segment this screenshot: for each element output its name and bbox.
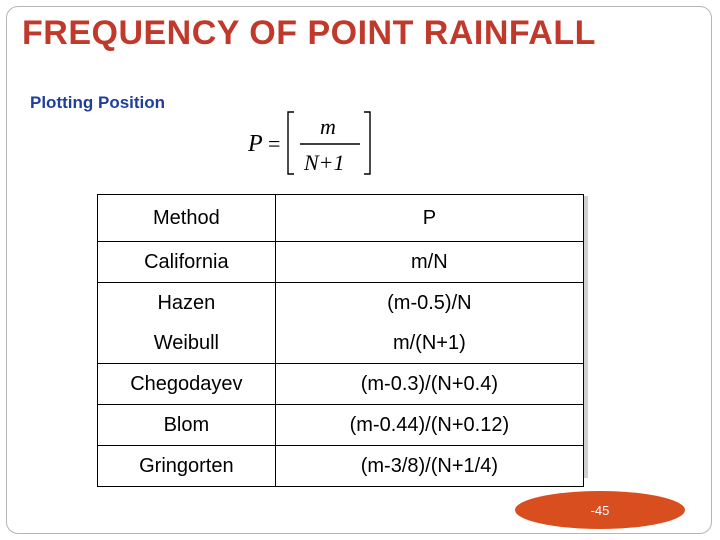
table-row xyxy=(98,446,584,487)
page-number: -45 xyxy=(590,503,610,518)
formula-cell: (m-0.5)/N xyxy=(275,283,583,324)
method-cell: Blom xyxy=(98,405,276,446)
formula-cell: m/(N+1) xyxy=(275,323,583,364)
plotting-position-formula xyxy=(248,108,388,178)
slide-title: FREQUENCY OF POINT RAINFALL xyxy=(22,14,596,52)
slide-subtitle: Plotting Position xyxy=(30,93,166,112)
table-row xyxy=(98,242,584,283)
method-cell: Chegodayev xyxy=(98,364,276,405)
formula-right-bracket xyxy=(364,112,370,174)
formula-left-bracket xyxy=(288,112,294,174)
formula-cell: (m-3/8)/(N+1/4) xyxy=(275,446,583,487)
header-method: Method xyxy=(98,195,276,242)
formula-cell: (m-0.44)/(N+0.12) xyxy=(275,405,583,446)
method-cell: Hazen xyxy=(98,283,276,324)
method-cell: Gringorten xyxy=(98,446,276,487)
table-row xyxy=(98,323,584,364)
table-row xyxy=(98,405,584,446)
formula-numerator: m xyxy=(320,114,336,139)
table-header-row xyxy=(98,195,584,242)
header-p: P xyxy=(275,195,583,242)
method-cell: Weibull xyxy=(98,323,276,364)
formula-lhs: P xyxy=(248,131,263,157)
method-cell: California xyxy=(98,242,276,283)
formula-cell: m/N xyxy=(275,242,583,283)
formula-denominator: N+1 xyxy=(304,150,345,175)
table-row xyxy=(98,364,584,405)
formula-cell: (m-0.3)/(N+0.4) xyxy=(275,364,583,405)
table-row xyxy=(98,283,584,324)
formula-equals: = xyxy=(268,131,281,156)
plotting-methods-table xyxy=(97,194,584,487)
page-number-badge xyxy=(515,491,685,529)
